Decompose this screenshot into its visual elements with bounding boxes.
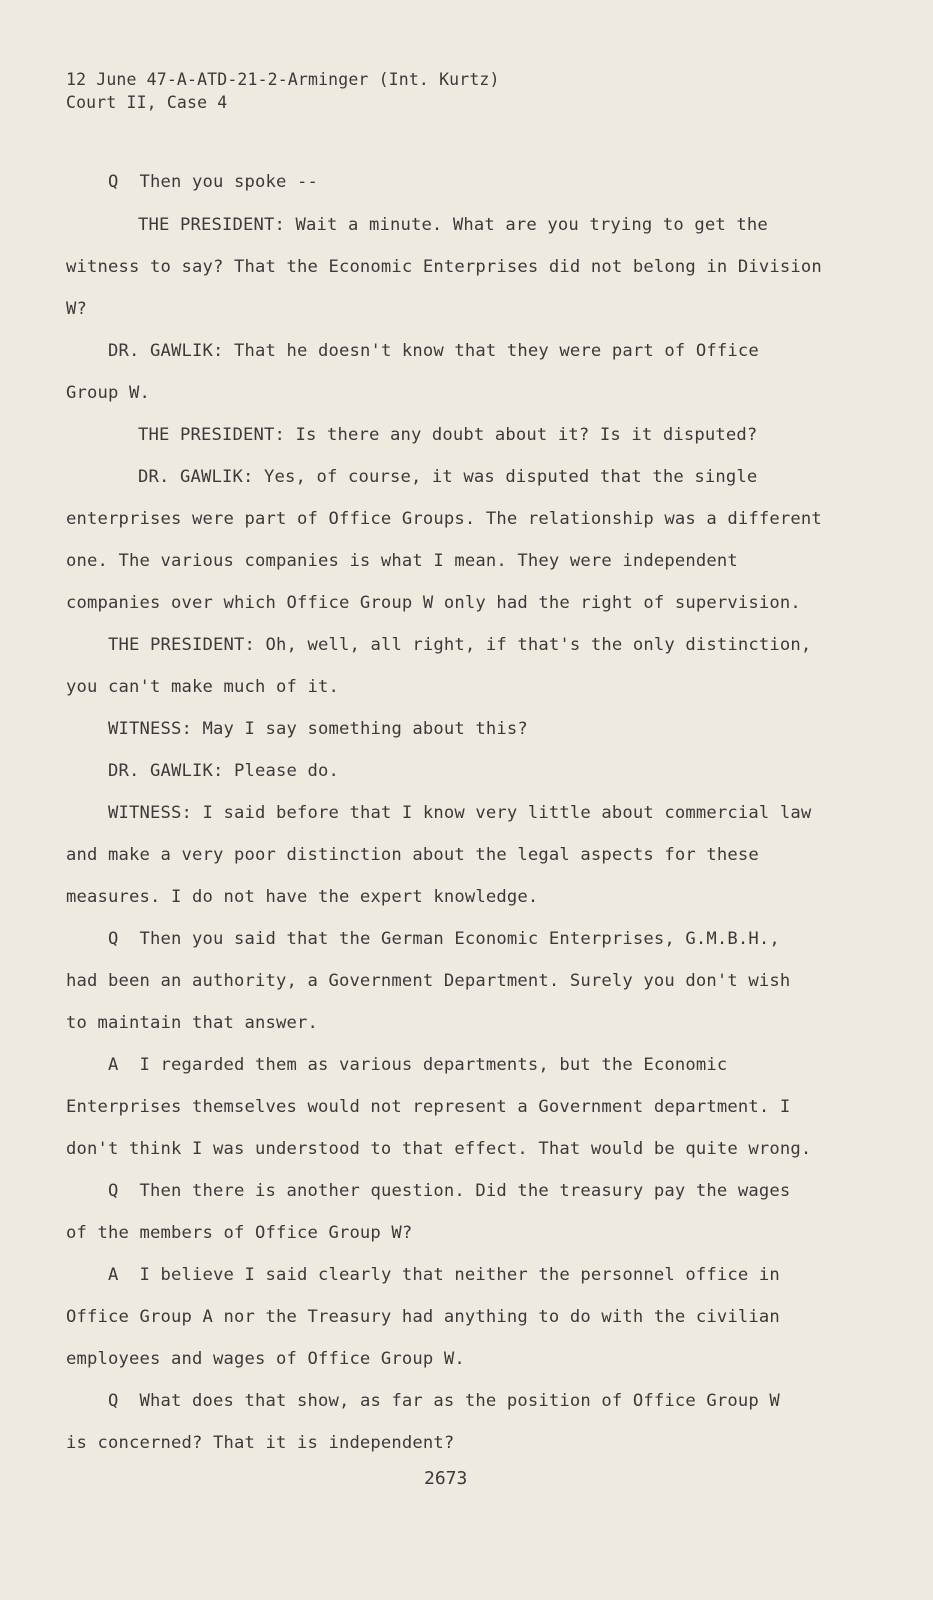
text-line: had been an authority, a Government Department. Surely you don't wish [66, 971, 791, 991]
text-line: witness to say? That the Economic Enterprises did not belong in Division [66, 257, 822, 277]
text-line: to maintain that answer. [66, 1013, 318, 1033]
text-line: Office Group A nor the Treasury had anything to do with the civilian [66, 1307, 780, 1327]
page-number: 2673 [424, 1468, 468, 1489]
text-line: THE PRESIDENT: Wait a minute. What are you trying to get the [138, 215, 768, 235]
header-line-2: Court II, Case 4 [66, 93, 228, 112]
text-line: DR. GAWLIK: Yes, of course, it was disputed that the single [138, 467, 758, 487]
text-line: WITNESS: I said before that I know very little about commercial law [108, 803, 812, 823]
text-line: one. The various companies is what I mean. They were independent [66, 551, 738, 571]
header-line-1: 12 June 47-A-ATD-21-2-Arminger (Int. Kurtz) [66, 70, 500, 89]
text-line: Q Then you said that the German Economic Enterprises, G.M.B.H., [108, 929, 780, 949]
text-line: A I believe I said clearly that neither the personnel office in [108, 1265, 780, 1285]
text-line: enterprises were part of Office Groups. The relationship was a different [66, 509, 822, 529]
text-line: and make a very poor distinction about the legal aspects for these [66, 845, 759, 865]
text-line: Q Then there is another question. Did the treasury pay the wages [108, 1181, 791, 1201]
text-line: Q Then you spoke -- [108, 172, 318, 192]
text-line: DR. GAWLIK: Please do. [108, 761, 339, 781]
text-line: employees and wages of Office Group W. [66, 1349, 465, 1369]
text-line: companies over which Office Group W only had the right of supervision. [66, 593, 801, 613]
text-line: measures. I do not have the expert knowledge. [66, 887, 539, 907]
text-line: is concerned? That it is independent? [66, 1433, 455, 1453]
text-line: Q What does that show, as far as the position of Office Group W [108, 1391, 780, 1411]
text-line: of the members of Office Group W? [66, 1223, 413, 1243]
text-line: THE PRESIDENT: Oh, well, all right, if that's the only distinction, [108, 635, 812, 655]
text-line: Group W. [66, 383, 150, 403]
text-line: don't think I was understood to that effect. That would be quite wrong. [66, 1139, 812, 1159]
text-line: DR. GAWLIK: That he doesn't know that they were part of Office [108, 341, 759, 361]
text-line: Enterprises themselves would not represent a Government department. I [66, 1097, 791, 1117]
text-line: THE PRESIDENT: Is there any doubt about it? Is it disputed? [138, 425, 758, 445]
text-line: A I regarded them as various departments, but the Economic [108, 1055, 728, 1075]
text-line: you can't make much of it. [66, 677, 339, 697]
text-line: WITNESS: May I say something about this? [108, 719, 528, 739]
text-line: W? [66, 299, 87, 319]
